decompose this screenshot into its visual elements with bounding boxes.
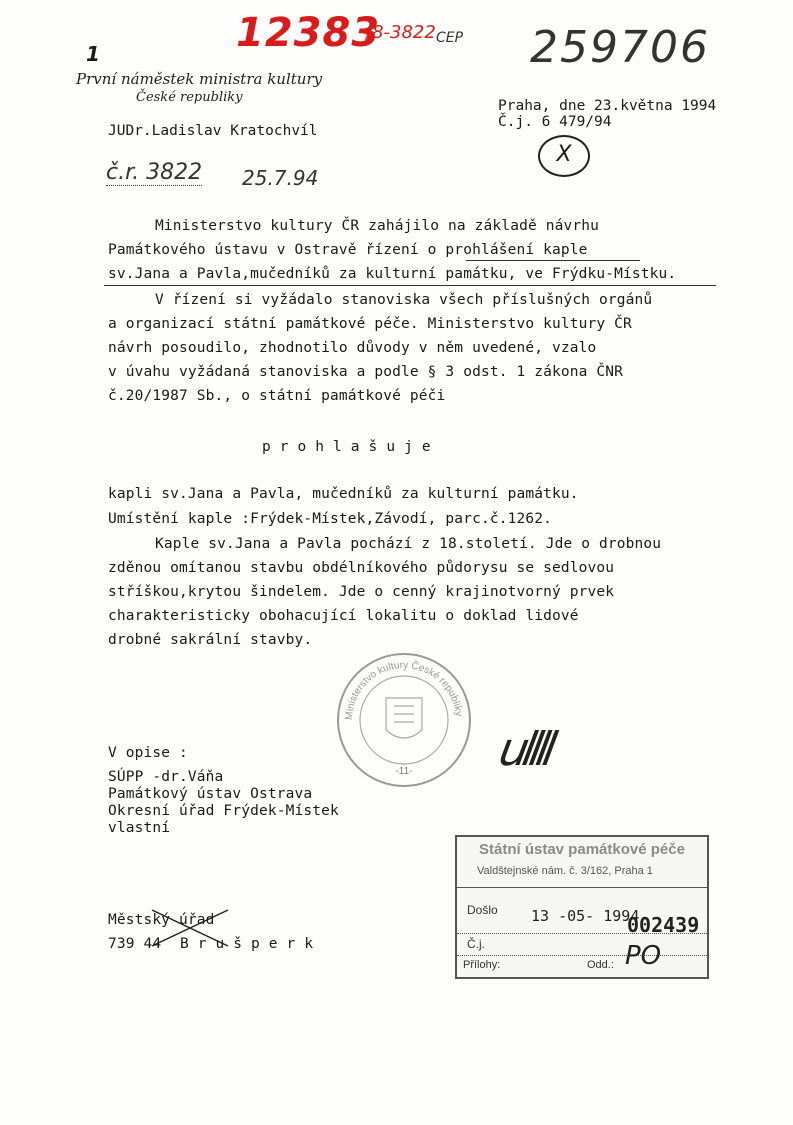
receipt-stamp [455, 835, 709, 979]
circled-mark-text: X [556, 142, 572, 167]
copies-item-3: Okresní úřad Frýdek-Místek [108, 803, 339, 819]
recipient-zip: 739 44 [108, 936, 162, 952]
receipt-dept-value: PO [625, 941, 662, 971]
copies-heading: V opise : [108, 745, 188, 761]
reference-number: Č.j. 6 479/94 [498, 114, 612, 130]
receipt-received-label: Došlo [467, 903, 498, 917]
signature: ullll [495, 722, 556, 776]
p2-line-4: v úvahu vyžádaná stanoviska a podle § 3 odst. 1 zákona ČNR [108, 364, 624, 380]
p1-underline-short [466, 260, 640, 261]
recipient-town: B r u š p e r k [180, 936, 314, 952]
copies-item-4: vlastní [108, 820, 171, 836]
copies-item-2: Památkový ústav Ostrava [108, 786, 313, 802]
p2-line-1: V řízení si vyžádalo stanoviska všech příslušných orgánů [155, 292, 653, 308]
emblem-icon [386, 698, 422, 738]
letterhead-subtitle: České republiky [136, 90, 243, 105]
circled-mark [538, 135, 590, 177]
registration-suffix: /8-3822 [366, 22, 436, 43]
round-stamp-number: -11- [395, 766, 413, 777]
copies-item-1: SÚPP -dr.Váňa [108, 769, 224, 785]
p1-line-3: sv.Jana a Pavla,mučedníků za kulturní památku, ve Frýdku-Místku. [108, 266, 677, 282]
p1-line-1: Ministerstvo kultury ČR zahájilo na základě návrhu [155, 218, 599, 234]
round-stamp-ring-text: Ministerstvo kultury České republiky [343, 659, 464, 721]
receipt-ref-label: Č.j. [467, 937, 485, 951]
letterhead-name: JUDr.Ladislav Kratochvíl [108, 123, 318, 139]
receipt-institution: Státní ústav památkové péče [479, 841, 685, 858]
receipt-received-number: 002439 [627, 913, 700, 937]
round-stamp [334, 650, 474, 790]
p4-line-4: charakteristicky obohacující lokalitu o doklad lidové [108, 608, 579, 624]
p2-line-2: a organizací státní památkové péče. Ministerstvo kultury ČR [108, 316, 632, 332]
p1-line-2: Památkového ústavu v Ostravě řízení o prohlášení kaple [108, 242, 588, 258]
p2-line-5: č.20/1987 Sb., o státní památkové péči [108, 388, 446, 404]
p2-line-3: návrh posoudilo, zhodnotilo důvody v něm uvedené, vzalo [108, 340, 597, 356]
registration-tag: CEP [436, 30, 464, 46]
p1-underline [104, 285, 716, 286]
declaration: p r o h l a š u j e [262, 439, 431, 455]
receipt-dept-label: Odd.: [587, 959, 614, 971]
receipt-received-date: 13 -05- 1994 [531, 907, 640, 925]
p4-line-2: zděnou omítanou stavbu obdélníkového půdorysu se sedlovou [108, 560, 615, 576]
p4-line-1: Kaple sv.Jana a Pavla pochází z 18.století. Jde o drobnou [155, 536, 662, 552]
receipt-address: Valdštejnské nám. č. 3/162, Praha 1 [477, 865, 653, 877]
top-right-number: 259706 [530, 22, 710, 73]
receipt-divider-3 [457, 955, 707, 956]
place-date: Praha, dne 23.května 1994 [498, 98, 717, 114]
case-date: 25.7.94 [242, 166, 319, 190]
case-number: č.r. 3822 [106, 160, 203, 185]
receipt-divider-2 [457, 933, 707, 934]
recipient-office: Městský úřad [108, 912, 215, 928]
check-mark: 1 [86, 42, 100, 66]
receipt-attachments-label: Přílohy: [463, 959, 501, 971]
p3-line-2: Umístění kaple :Frýdek-Místek,Závodí, parc.č.1262. [108, 511, 552, 527]
p4-line-5: drobné sakrální stavby. [108, 632, 313, 648]
letterhead-title: První náměstek ministra kultury [76, 70, 323, 88]
p4-line-3: stříškou,krytou šindelem. Jde o cenný krajinotvorný prvek [108, 584, 615, 600]
p3-line-1: kapli sv.Jana a Pavla, mučedníků za kulturní památku. [108, 486, 579, 502]
receipt-divider-1 [457, 887, 707, 888]
registration-number: 12383 [236, 10, 381, 56]
